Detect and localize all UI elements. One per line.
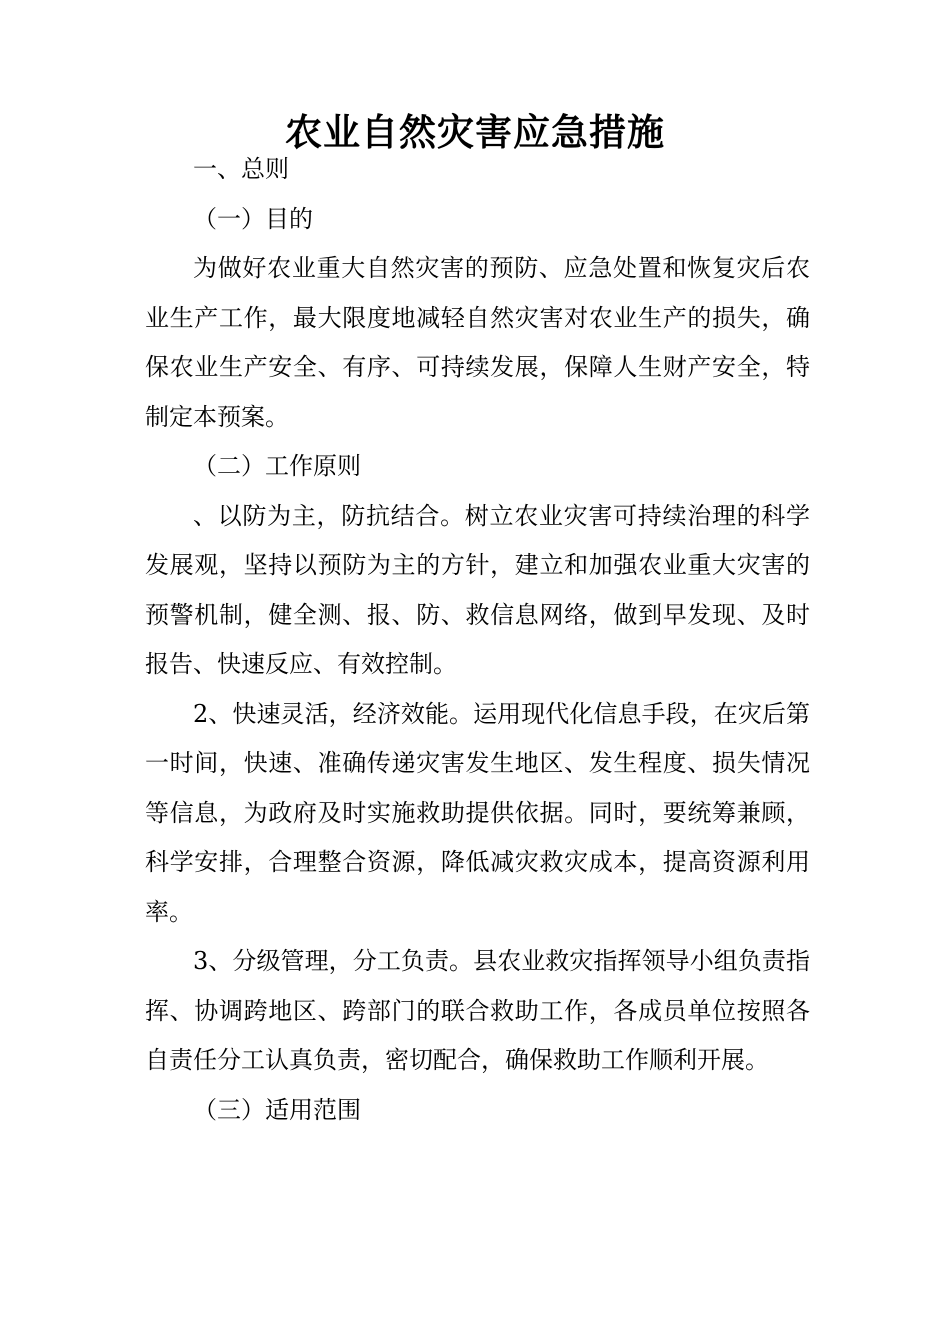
document-title: 农业自然灾害应急措施: [285, 109, 665, 154]
subsection-heading-scope: （三）适用范围: [193, 1095, 361, 1124]
paragraph-principle-2: 2、快速灵活，经济效能。运用现代化信息手段，在灾后第一时间，快速、准确传递灾害发生地区、发生程度、损失情况等信息，为政府及时实施救助提供依据。同时，要统筹兼顾，科学安排，合理整合资源，降低减灾救灾成本，提高资源利用率。: [145, 699, 810, 926]
subsection-heading-purpose: （一）目的: [193, 204, 313, 233]
paragraph-purpose: 为做好农业重大自然灾害的预防、应急处置和恢复灾后农业生产工作，最大限度地减轻自然灾害对农业生产的损失，确保农业生产安全、有序、可持续发展，保障人生财产安全，特制定本预案。: [145, 254, 810, 431]
subsection-heading-principles: （二）工作原则: [193, 452, 361, 480]
paragraph-principle-3: 3、分级管理，分工负责。县农业救灾指挥领导小组负责指挥、协调跨地区、跨部门的联合救助工作，各成员单位按照各自责任分工认真负责，密切配合，确保救助工作顺利开展。: [145, 947, 810, 1074]
document-body: [145, 145, 810, 1135]
paragraph-principle-1: 、以防为主，防抗结合。树立农业灾害可持续治理的科学发展观，坚持以预防为主的方针，建立和加强农业重大灾害的预警机制，健全测、报、防、救信息网络，做到早发现、及时报告、快速反应、有效控制。: [145, 501, 810, 678]
section-heading-general: 一、总则: [193, 155, 289, 183]
